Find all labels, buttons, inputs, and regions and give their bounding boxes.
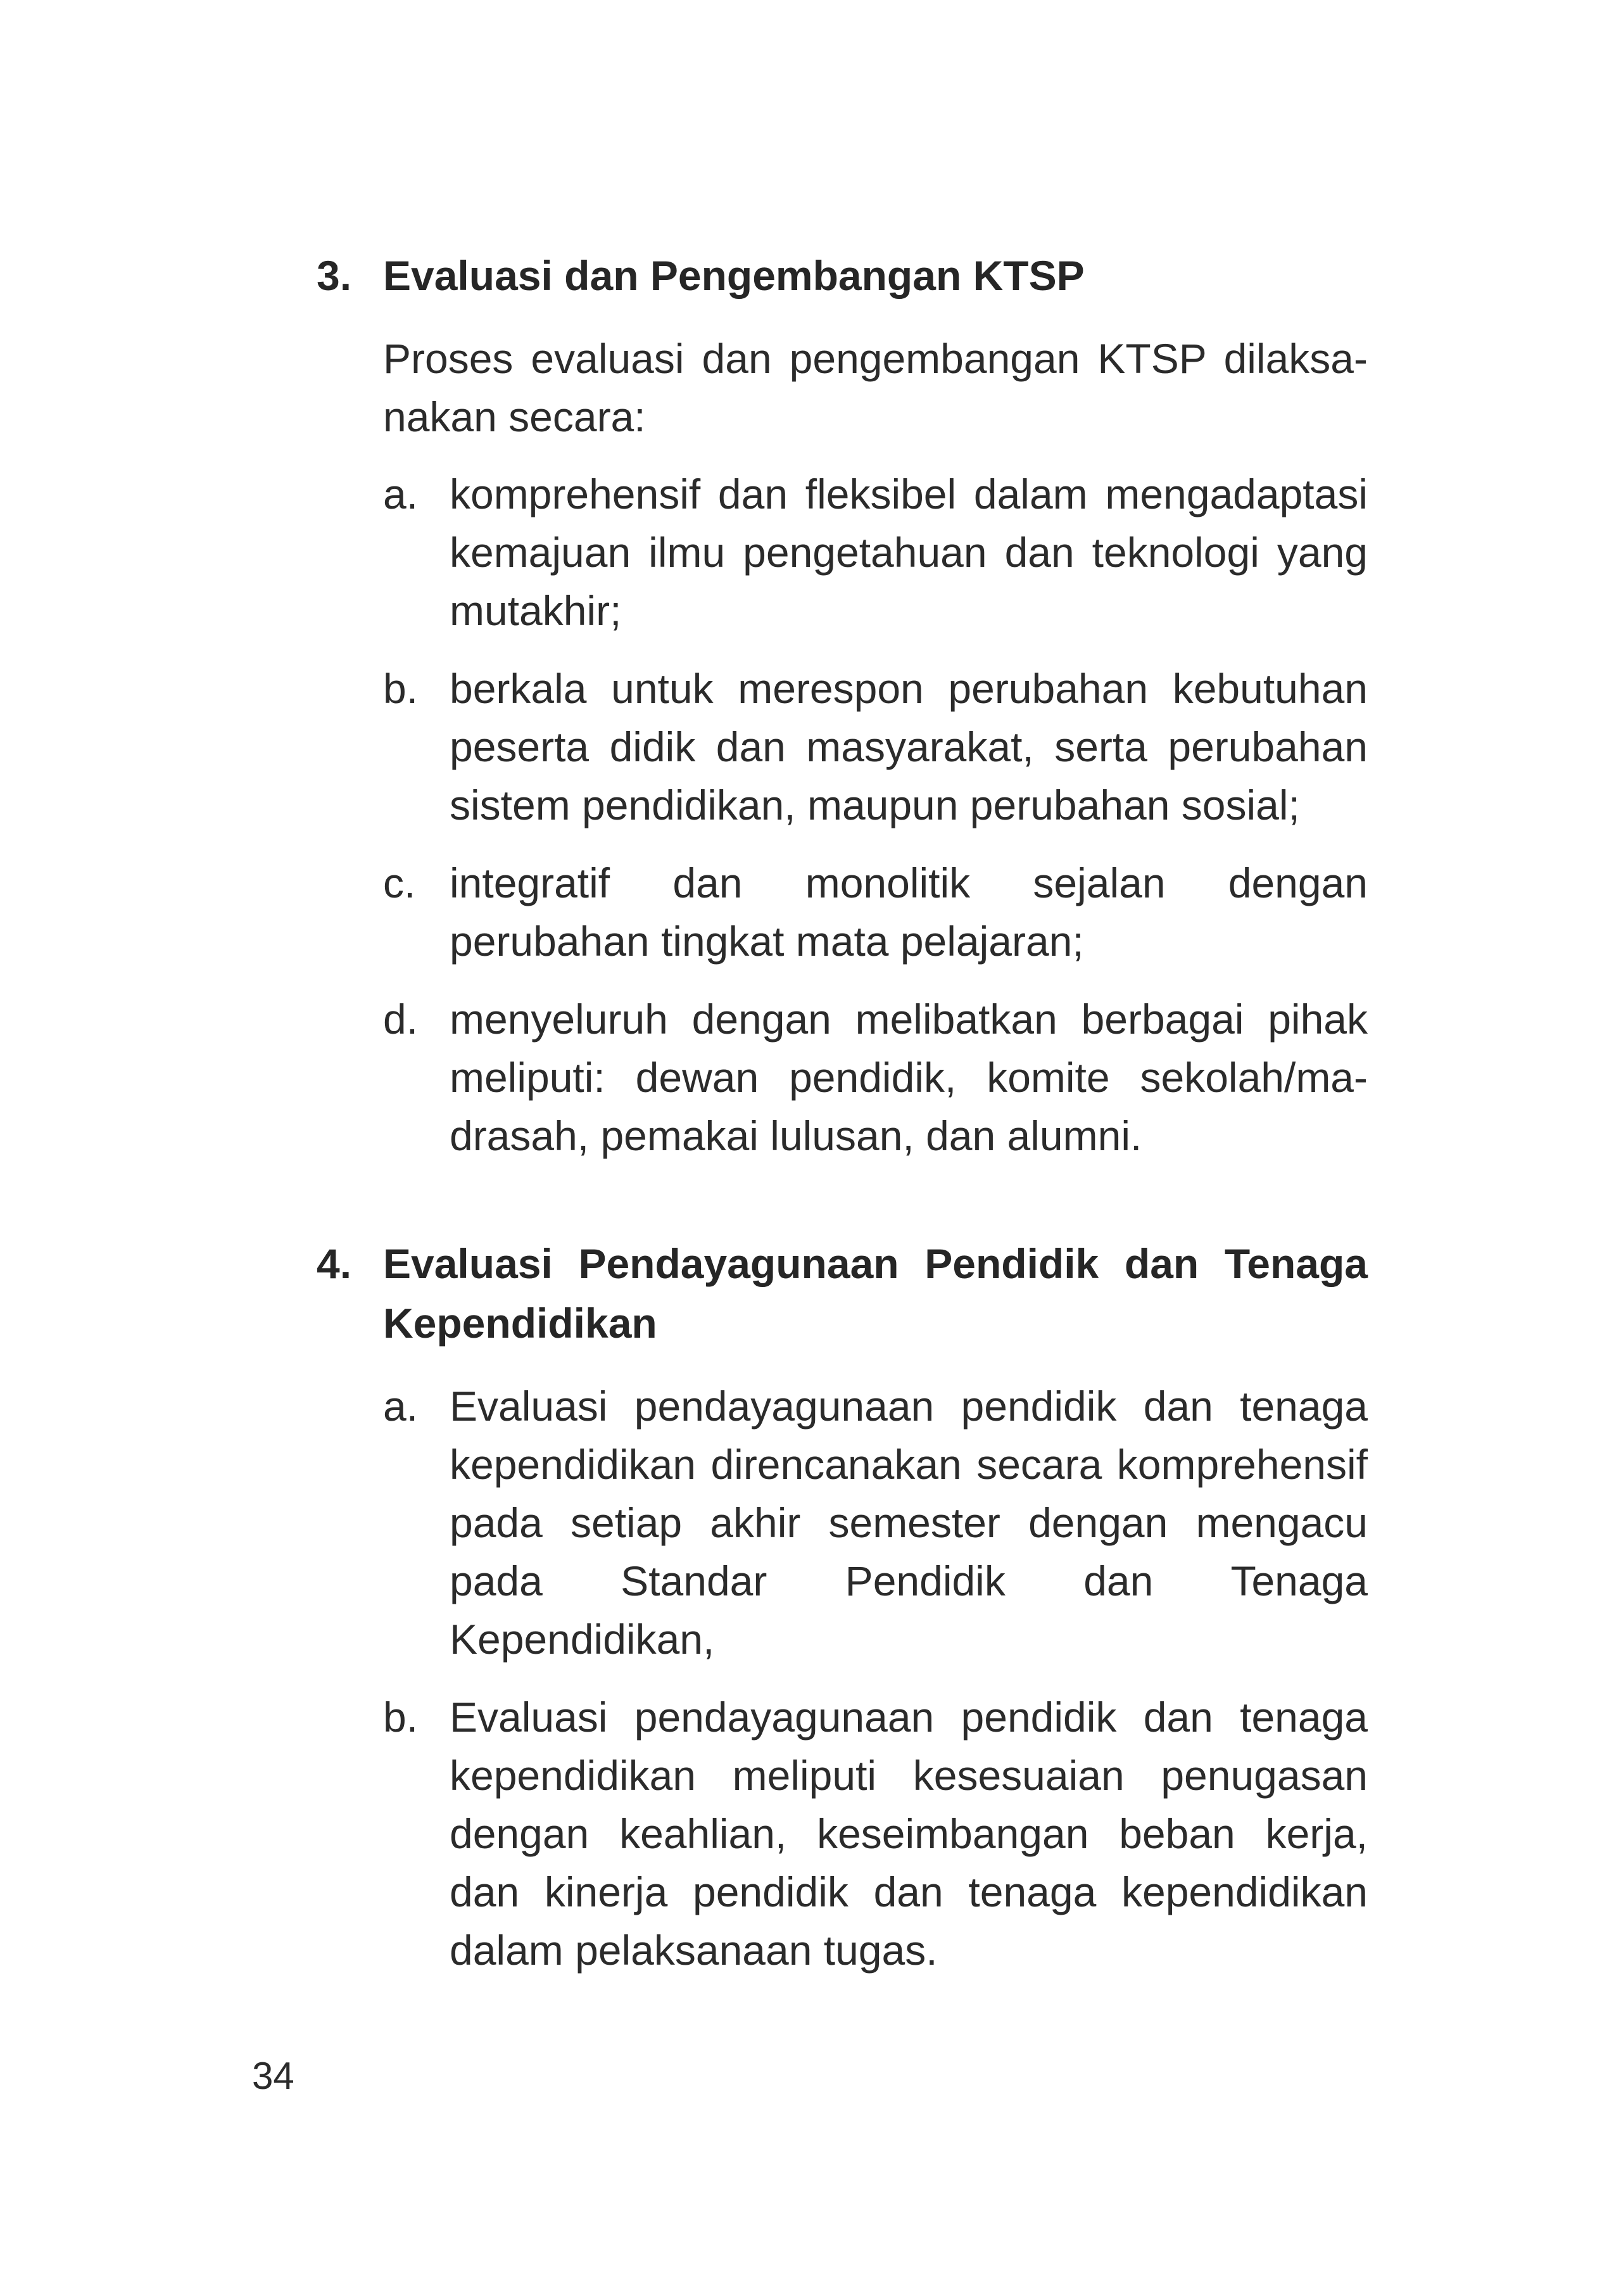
list-item (383, 465, 1368, 640)
list-item-text: komprehensif dan fleksibel dalam mengadaptasi kemajuan ilmu pengetahuan dan teknologi yang mutakhir; (450, 471, 1368, 634)
section-4-number: 4. (317, 1240, 352, 1287)
section-4-heading (317, 1234, 1368, 1353)
list-item (383, 854, 1368, 970)
list-item-letter: b. (383, 1694, 419, 1741)
list-item (383, 990, 1368, 1165)
list-item (383, 1688, 1368, 1979)
list-item-letter: a. (383, 1383, 419, 1430)
section-3-heading (317, 246, 1368, 305)
list-item-text: Evaluasi pendayagunaan pendidik dan tenaga kependidikan direncanakan secara komprehensif pada setiap akhir semester dengan mengacu pada Standar Pendidik dan Tenaga Kependidikan, (450, 1383, 1368, 1663)
page-number: 34 (252, 2055, 294, 2097)
list-item-text: menyeluruh dengan melibatkan berbagai pihak meliputi: dewan pendidik, komite sekolah/ma-drasah, pemakai lulusan, dan alumni. (450, 996, 1368, 1159)
section-3-intro: Proses evaluasi dan pengembangan KTSP dilaksa-nakan secara: (383, 335, 1368, 440)
section-3 (317, 246, 1368, 1184)
list-item-letter: c. (383, 859, 416, 906)
section-3-list (383, 465, 1368, 1165)
section-3-title: Evaluasi dan Pengembangan KTSP (383, 252, 1085, 299)
list-item-text: integratif dan monolitik sejalan dengan perubahan tingkat mata pelajaran; (450, 859, 1368, 965)
list-item-text: Evaluasi pendayagunaan pendidik dan tenaga kependidikan meliputi kesesuaian penugasan dengan keahlian, keseimbangan beban kerja, dan kinerja pendidik dan tenaga kependidikan dalam pelaksanaan tugas. (450, 1694, 1368, 1974)
list-item-text: berkala untuk merespon perubahan kebutuhan peserta didik dan masyarakat, serta perubahan sistem pendidikan, maupun perubahan sosial; (450, 665, 1368, 828)
section-4-list (383, 1377, 1368, 1979)
list-item (383, 1377, 1368, 1668)
section-4-title: Evaluasi Pendayagunaan Pendidik dan Tenaga Kependidikan (383, 1240, 1368, 1347)
list-item-letter: a. (383, 471, 419, 517)
list-item-letter: d. (383, 996, 419, 1043)
list-item-letter: b. (383, 665, 419, 712)
section-3-number: 3. (317, 252, 352, 299)
section-4 (317, 1234, 1368, 1999)
list-item (383, 659, 1368, 834)
